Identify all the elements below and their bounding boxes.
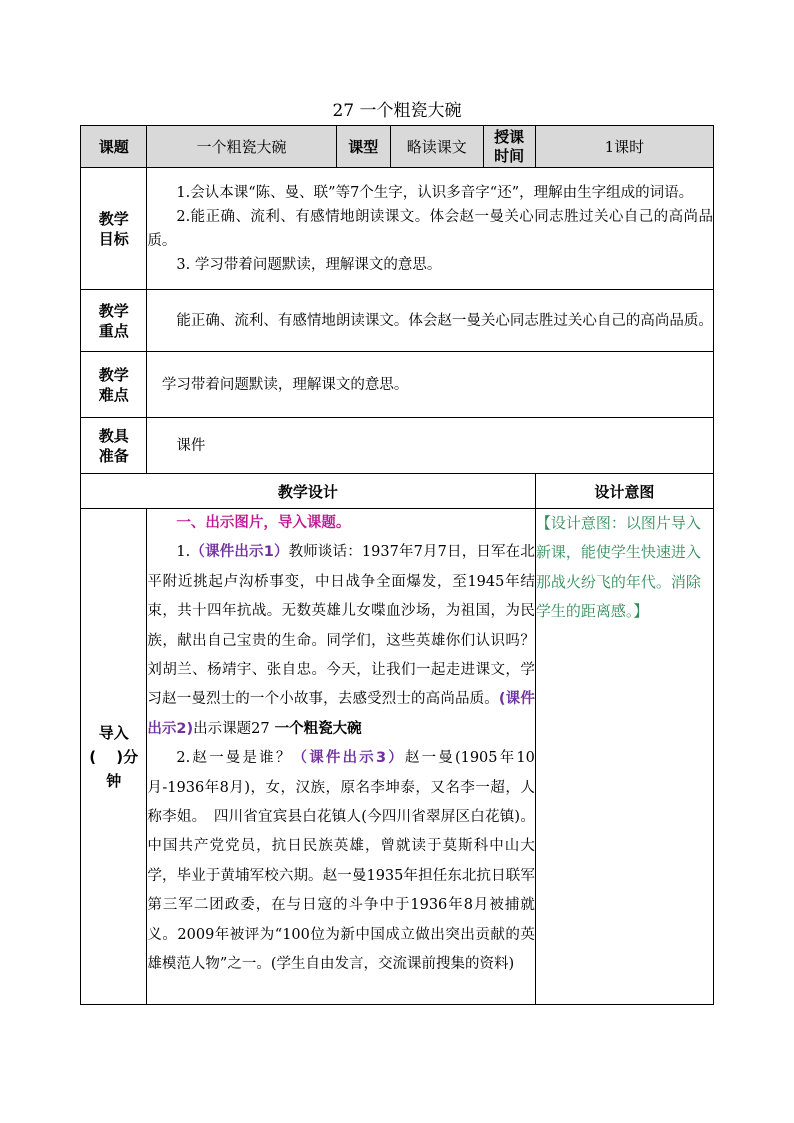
p2-text: 赵一曼(1905年10月-1936年8月)，女，汉族，原名李坤泰，又名李一超，人称李姐。 四川省宜宾县白花镇人(今四川省翠屏区白花镇)。中国共产党党员，抗日民族英雄，曾就读于莫斯科中山大学，毕业于黄埔军校六期。赵一曼1935年担任东北抗日联军第三军二团政委，在与日寇的斗争中于1936年8月被捕就义。2009年被评为“100位为新中国成立做出突出贡献的英雄模范人物”之一。(学生自由发言，交流课前搜集的资料)	[147, 750, 535, 973]
intro-paragraph-2	[147, 744, 534, 979]
difficulties-label-line1: 教学	[98, 365, 129, 384]
intro-label-line3: 钟	[106, 771, 122, 790]
key-points-content	[147, 290, 714, 352]
p1-num: 1.	[176, 544, 191, 561]
page-title: 27 一个粗瓷大碗	[332, 101, 462, 121]
p1-text: 教师谈话：1937年7月7日，日军在北平附近挑起卢沟桥事变，中日战争全面爆发，至1945年结束，共十四年抗战。无数英雄儿女喋血沙场，为祖国，为民族，献出自己宝贵的生命。同学们，这些英雄你们认识吗？刘胡兰、杨靖宇、张自忠。今天，让我们一起走进课文，学习赵一曼烈士的一个小故事，去感受烈士的高尚品质。	[147, 544, 535, 708]
p1-lesson-title: 一个粗瓷大碗	[269, 720, 362, 737]
intro-label-line2: ( )分	[89, 747, 139, 766]
materials-label-line2: 准备	[98, 446, 129, 465]
key-points-label	[81, 290, 147, 352]
topic-label: 课题	[81, 126, 147, 168]
goals-label	[81, 168, 147, 290]
goals-label-line2: 目标	[98, 229, 129, 248]
key-points-label-line2: 重点	[98, 321, 129, 340]
time-label	[483, 126, 535, 168]
key-points-text: 能正确、流利、有感情地朗读课文。体会赵一曼关心同志胜过关心自己的高尚品质。	[176, 312, 713, 329]
materials-content	[147, 418, 714, 474]
type-value: 略读课文	[390, 126, 483, 168]
goals-row	[81, 168, 714, 290]
p1-courseware-tag: （课件出示1）	[190, 544, 289, 561]
p1-courseware-tag-2: (课件出示2)	[147, 691, 535, 737]
time-value: 1课时	[535, 126, 713, 168]
materials-row	[81, 418, 714, 474]
p1-text-2: 出示课题27	[193, 720, 270, 737]
intro-section-row	[81, 509, 714, 1005]
time-label-line2: 时间	[494, 146, 525, 165]
difficulties-label	[81, 352, 147, 418]
goal-item-3: 3. 学习带着问题默读，理解课文的意思。	[176, 256, 442, 273]
topic-value: 一个粗瓷大碗	[147, 126, 336, 168]
difficulties-label-line2: 难点	[98, 385, 129, 404]
goal-item-2: 2.能正确、流利、有感情地朗读课文。体会赵一曼关心同志胜过关心自己的高尚品质。	[147, 208, 713, 249]
intro-heading: 一、出示图片，导入课题。	[176, 515, 351, 531]
time-label-line1: 授课	[494, 127, 525, 146]
difficulties-content	[147, 352, 714, 418]
intro-intent: 【设计意图：以图片导入新课，能使学生快速进入那战火纷飞的年代。消除学生的距离感。】	[535, 509, 713, 1005]
goals-label-line1: 教学	[98, 209, 129, 228]
intro-content	[147, 509, 535, 1005]
intro-label-line1: 导入	[98, 723, 129, 742]
materials-text: 课件	[176, 437, 206, 454]
materials-label	[81, 418, 147, 474]
intro-paragraph-1	[147, 538, 534, 744]
intent-header: 设计意图	[535, 474, 713, 509]
type-label: 课型	[336, 126, 390, 168]
difficulties-row	[81, 352, 714, 418]
p2-courseware-tag: （课件出示3）	[292, 750, 405, 767]
key-points-row	[81, 290, 714, 352]
header-row	[81, 126, 714, 168]
materials-label-line1: 教具	[98, 426, 129, 445]
key-points-label-line1: 教学	[98, 301, 129, 320]
design-header: 教学设计	[81, 474, 536, 509]
intro-label	[81, 509, 147, 1005]
design-header-row	[81, 474, 714, 509]
difficulties-text: 学习带着问题默读，理解课文的意思。	[161, 376, 409, 393]
goals-content	[147, 168, 714, 290]
p2-num: 2.赵一曼是谁？	[176, 750, 293, 767]
goal-item-1: 1.会认本课“陈、曼、联”等7个生字，认识多音字“还”，理解由生字组成的词语。	[176, 184, 694, 201]
lesson-plan-table	[80, 125, 714, 1005]
